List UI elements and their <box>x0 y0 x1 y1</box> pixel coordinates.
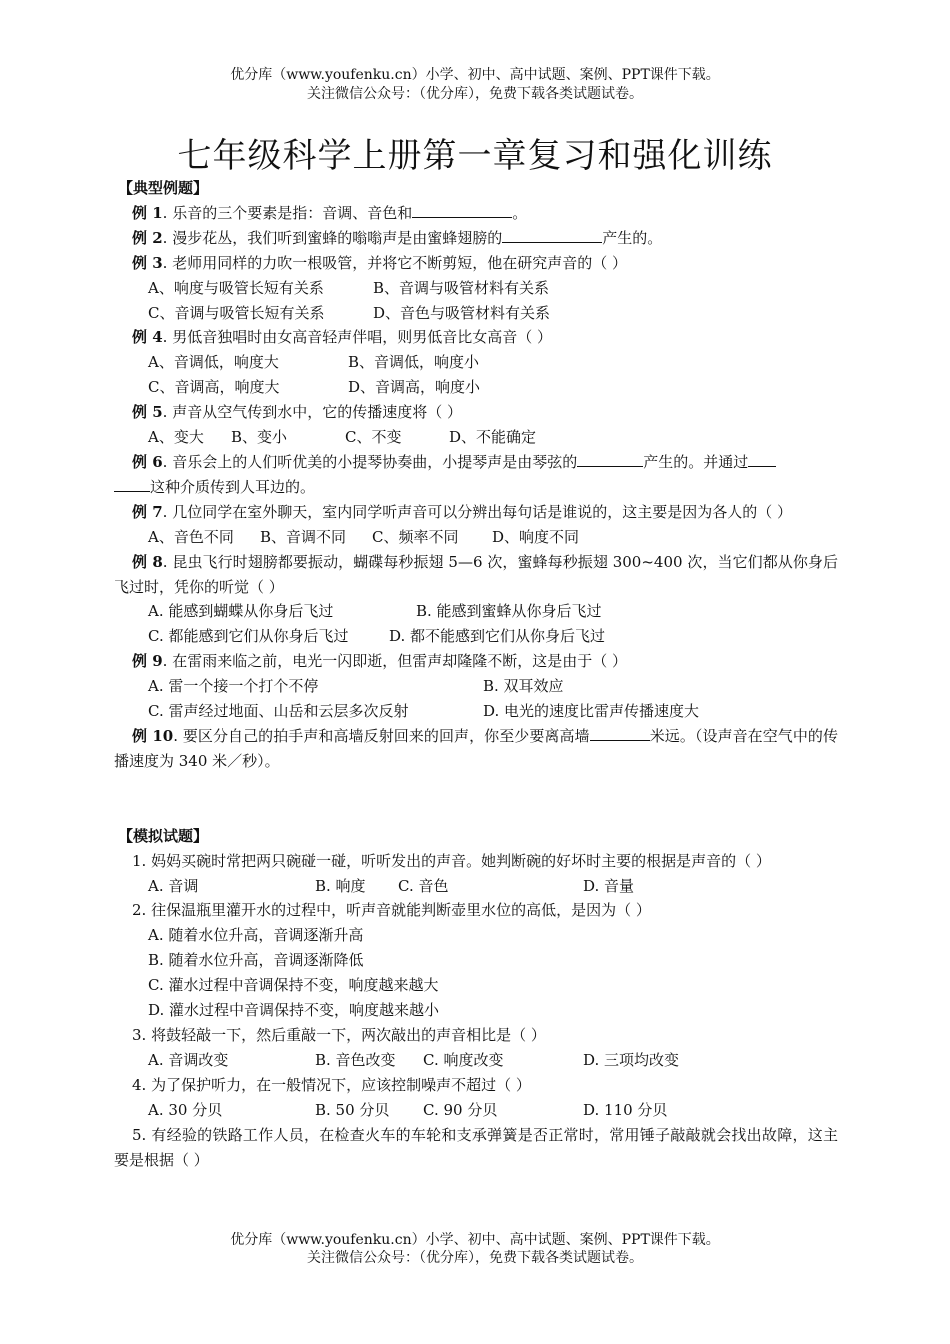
option-a: A、音色不同 <box>148 527 234 546</box>
option-b: B. 音色改变 <box>315 1050 396 1069</box>
option-b: B、音调不同 <box>260 527 347 546</box>
option-d: D. 音量 <box>583 876 635 895</box>
example-text-mid: 产生的。并通过 <box>643 452 749 471</box>
options-row <box>114 276 838 301</box>
example-text: . 昆虫飞行时翅膀都要振动，蝴碟每秒振翅 5—6 次，蜜蜂每秒振翅 300~400 次，当它们都从你身后飞过时，凭你的听觉（ ） <box>114 552 838 596</box>
answer-blank <box>748 451 776 467</box>
option-c: C. 雷声经过地面、山岳和云层多次反射 <box>148 702 409 721</box>
example-label: 例 5 <box>132 403 163 422</box>
example-text-end: 米远。（设声音在空气中的传播速度为 340 米／秒）。 <box>114 726 838 770</box>
option-row <box>114 998 838 1023</box>
option-row <box>114 923 838 948</box>
option-c: C、音调高，响度大 <box>148 378 280 397</box>
option-a: A. 30 分贝 <box>148 1100 223 1119</box>
example-9 <box>114 649 838 674</box>
example-label: 例 3 <box>132 253 163 272</box>
option-row <box>114 973 838 998</box>
example-text: . 几位同学在室外聊天，室内同学听声音可以分辨出每句话是谁说的，这主要是因为各人的（ ） <box>162 502 792 521</box>
option-a: A. 雷一个接一个打个不停 <box>148 677 319 696</box>
option-a: A、响度与吸管长短有关系 <box>148 278 324 297</box>
question-5: 5. 有经验的铁路工作人员，在检查火车的车轮和支承弹簧是否正常时，常用锤子敲敲就会找出故障，这主要是根据（ ） <box>114 1125 838 1169</box>
option-c: C. 响度改变 <box>423 1050 504 1069</box>
answer-blank <box>577 451 643 467</box>
section-heading-examples: 【典型例题】 <box>118 179 209 197</box>
example-label: 例 8 <box>132 552 163 571</box>
options-row <box>114 375 838 400</box>
example-6-continued <box>114 475 838 500</box>
option-c: C. 都能感到它们从你身后飞过 <box>148 627 349 646</box>
example-text: . 男低音独唱时由女高音轻声伴唱，则男低音比女高音（ ） <box>162 328 552 347</box>
option-c: C. 90 分贝 <box>423 1100 498 1119</box>
option-c: C、音调与吸管长短有关系 <box>148 303 325 322</box>
options-row <box>114 699 838 724</box>
example-6 <box>114 450 838 475</box>
options-row <box>114 1048 838 1073</box>
options-row <box>114 874 838 899</box>
answer-blank <box>590 725 650 741</box>
example-label: 例 9 <box>132 652 163 671</box>
example-label: 例 7 <box>132 502 163 521</box>
question-4: 4. 为了保护听力，在一般情况下，应该控制噪声不超过（ ） <box>132 1075 531 1094</box>
options-row <box>114 525 838 550</box>
section-heading-practice: 【模拟试题】 <box>118 826 209 845</box>
option-a: A. 能感到蝴蝶从你身后飞过 <box>148 602 334 621</box>
option-d: D、音调高，响度小 <box>348 378 481 397</box>
options-row <box>114 599 838 624</box>
example-text: . 要区分自己的拍手声和高墙反射回来的回声，你至少要离高墙 <box>173 726 590 745</box>
example-label: 例 1 <box>132 203 163 222</box>
page-title: 七年级科学上册第一章复习和强化训练 <box>177 136 773 176</box>
example-7 <box>114 500 838 525</box>
option-b: B、音调与吸管材料有关系 <box>373 278 550 297</box>
option-row <box>114 948 838 973</box>
example-text: . 老师用同样的力吹一根吸管，并将它不断剪短，他在研究声音的（ ） <box>162 253 627 272</box>
option-c: C、不变 <box>345 428 402 447</box>
answer-blank <box>502 227 602 243</box>
option-d: D、响度不同 <box>492 527 580 546</box>
question-3: 3. 将鼓轻敲一下，然后重敲一下，两次敲出的声音相比是（ ） <box>132 1026 546 1044</box>
option-d: D. 灌水过程中音调保持不变，响度越来越小 <box>148 1001 440 1020</box>
example-text: . 音乐会上的人们听优美的小提琴协奏曲，小提琴声是由琴弦的 <box>162 452 578 471</box>
example-text: . 漫步花丛，我们听到蜜蜂的嗡嗡声是由蜜蜂翅膀的 <box>162 228 503 247</box>
example-label: 例 2 <box>132 228 163 247</box>
option-b: B. 随着水位升高，音调逐渐降低 <box>148 951 364 970</box>
option-d: D. 三项均改变 <box>583 1050 680 1069</box>
question-1: 1. 妈妈买碗时常把两只碗碰一碰，听听发出的声音。她判断碗的好坏时主要的根据是声音的（ ） <box>132 851 771 870</box>
option-a: A. 音调 <box>148 876 199 895</box>
document-body <box>114 176 838 1172</box>
example-label: 例 4 <box>132 328 163 347</box>
example-3 <box>114 251 838 276</box>
header-line-2: 关注微信公众号：（优分库），免费下载各类试题试卷。 <box>307 86 643 102</box>
option-d: D、音色与吸管材料有关系 <box>373 303 551 322</box>
example-10 <box>114 724 838 774</box>
option-a: A. 随着水位升高，音调逐渐升高 <box>148 926 364 945</box>
question-2: 2. 往保温瓶里灌开水的过程中，听声音就能判断壶里水位的高低，是因为（ ） <box>132 901 651 920</box>
option-d: D. 电光的速度比雷声传播速度大 <box>483 702 700 721</box>
option-d: D、不能确定 <box>449 428 537 447</box>
footer-line-1: 优分库（www.youfenku.cn）小学、初中、高中试题、案例、PPT课件下载。 <box>230 1232 720 1248</box>
options-row <box>114 425 838 450</box>
footer-line-2: 关注微信公众号：（优分库），免费下载各类试题试卷。 <box>307 1250 643 1266</box>
option-b: B. 能感到蜜蜂从你身后飞过 <box>416 602 602 621</box>
option-d: D. 110 分贝 <box>583 1100 668 1119</box>
example-text-end: 这种介质传到人耳边的。 <box>150 477 316 496</box>
options-row <box>114 350 838 375</box>
option-a: A、变大 <box>148 428 204 447</box>
answer-blank <box>114 476 150 492</box>
options-row <box>114 1098 838 1123</box>
option-a: A. 音调改变 <box>148 1050 229 1069</box>
example-2 <box>114 226 838 251</box>
header-line-1: 优分库（www.youfenku.cn）小学、初中、高中试题、案例、PPT课件下载。 <box>230 67 720 83</box>
example-4 <box>114 325 838 350</box>
option-c: C、频率不同 <box>372 527 459 546</box>
option-a: A、音调低，响度大 <box>148 353 279 372</box>
example-1 <box>114 201 838 226</box>
example-text: . 声音从空气传到水中，它的传播速度将（ ） <box>162 403 462 422</box>
example-label: 例 6 <box>132 452 163 471</box>
option-c: C. 灌水过程中音调保持不变，响度越来越大 <box>148 976 439 995</box>
example-text: . 乐音的三个要素是指：音调、音色和 <box>162 203 413 222</box>
example-label: 例 10 <box>132 726 174 745</box>
answer-blank <box>412 202 512 218</box>
example-text-end: 。 <box>512 203 528 222</box>
option-b: B. 双耳效应 <box>483 677 564 696</box>
example-8 <box>114 550 838 600</box>
option-b: B. 50 分贝 <box>315 1100 390 1119</box>
option-c: C. 音色 <box>398 876 449 895</box>
option-b: B. 响度 <box>315 876 366 895</box>
example-text: . 在雷雨来临之前，电光一闪即逝，但雷声却隆隆不断，这是由于（ ） <box>162 652 627 671</box>
option-b: B、音调低，响度小 <box>348 353 480 372</box>
options-row <box>114 301 838 326</box>
options-row <box>114 674 838 699</box>
options-row <box>114 624 838 649</box>
example-5 <box>114 400 838 425</box>
option-b: B、变小 <box>231 428 288 447</box>
option-d: D. 都不能感到它们从你身后飞过 <box>389 627 606 646</box>
example-text-end: 产生的。 <box>602 228 663 247</box>
